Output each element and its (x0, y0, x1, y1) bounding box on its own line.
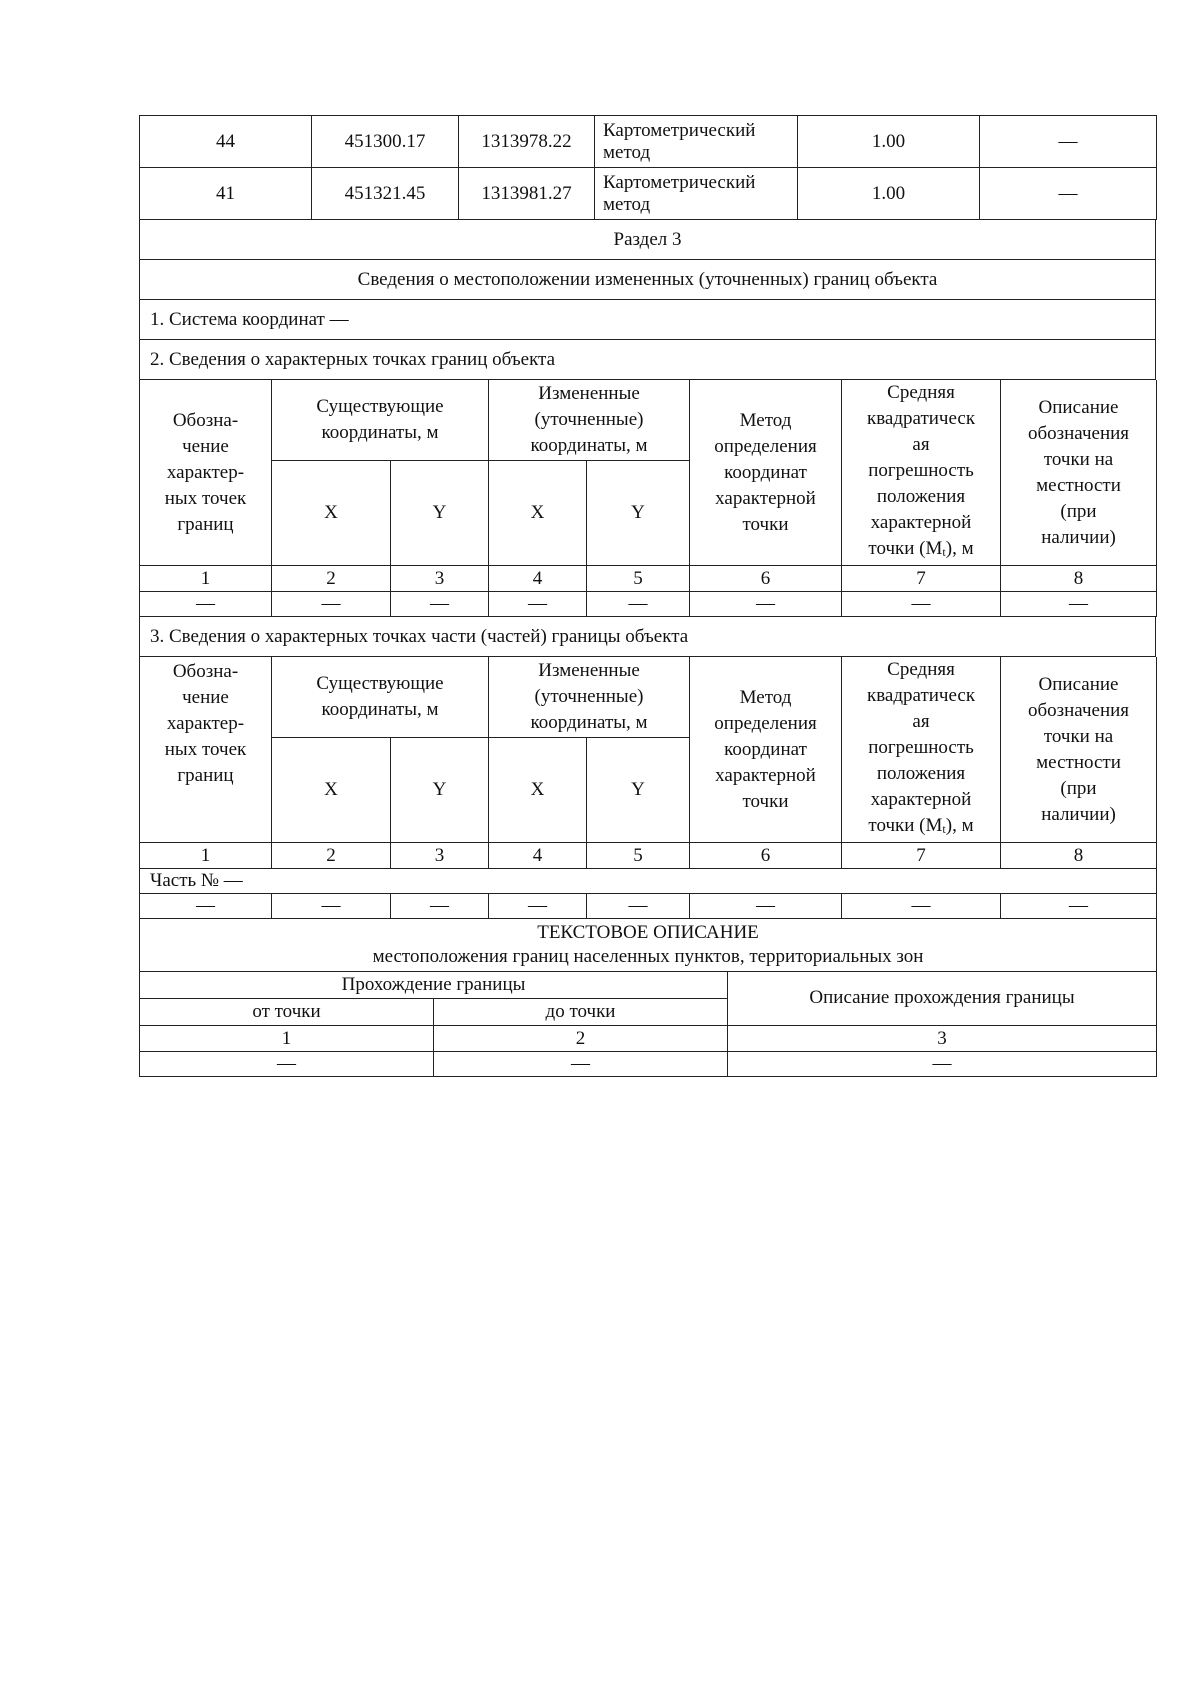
method-line2: метод (603, 193, 651, 215)
header-point-designation: Обозна- чение характер- ных точек границ (140, 380, 272, 566)
text-description-heading: ТЕКСТОВОЕ ОПИСАНИЕ (537, 921, 759, 943)
coord-y: 1313981.27 (459, 168, 595, 220)
parts-heading-table (139, 617, 1156, 657)
header-x: X (489, 461, 587, 566)
header-description: Описание обозначения точки на местности (при наличии) (1001, 657, 1157, 843)
table-row: — — — (140, 1051, 1157, 1076)
passage-header: Прохождение границы (140, 971, 728, 998)
to-point-header: до точки (434, 998, 728, 1025)
table-row (140, 168, 1157, 220)
header-x: X (272, 738, 391, 843)
part-label: Часть № — (140, 869, 1157, 894)
header-method: Метод определения координат характерной точки (690, 380, 842, 566)
header-accuracy: Средняя квадратическ ая погрешность положения характерной точки $(M_t)$, м (842, 380, 1001, 566)
header-y: Y (587, 461, 690, 566)
table-row: — — — — — — — — (140, 592, 1157, 617)
passage-description-header: Описание прохождения границы (728, 971, 1157, 1025)
coord-y: 1313978.22 (459, 116, 595, 168)
header-x: X (489, 738, 587, 843)
header-y: Y (391, 461, 489, 566)
section-subtitle: Сведения о местоположении измененных (уточненных) границ объекта (140, 260, 1156, 300)
method-line2: метод (603, 141, 651, 163)
section-header-table (139, 220, 1156, 380)
point-id: 41 (140, 168, 312, 220)
header-existing-coords: Существующие координаты, м (272, 657, 489, 738)
document-page (139, 115, 1156, 1077)
column-numbers-row: 1 2 3 4 5 6 7 8 (140, 843, 1157, 869)
parts-heading: 3. Сведения о характерных точках части (частей) границы объекта (140, 617, 1156, 657)
table-row (140, 116, 1157, 168)
point-id: 44 (140, 116, 312, 168)
header-y: Y (587, 738, 690, 843)
points-heading: 2. Сведения о характерных точках границ объекта (140, 340, 1156, 380)
column-numbers-row: 1 2 3 (140, 1025, 1157, 1051)
section-title: Раздел 3 (140, 220, 1156, 260)
text-description-table (139, 919, 1157, 1077)
boundary-parts-table (139, 657, 1157, 919)
text-description-title (140, 919, 1157, 971)
header-point-designation: Обозна- чение характер- ных точек границ (140, 657, 272, 843)
method-line1: Картометрический (603, 119, 756, 141)
accuracy: 1.00 (798, 168, 980, 220)
column-numbers-row: 1 2 3 4 5 6 7 8 (140, 566, 1157, 592)
header-accuracy: Средняя квадратическ ая погрешность положения характерной точки $(M_t)$, м (842, 657, 1001, 843)
header-method: Метод определения координат характерной точки (690, 657, 842, 843)
from-point-header: от точки (140, 998, 434, 1025)
coord-system: 1. Система координат — (140, 300, 1156, 340)
method-cell (595, 116, 798, 168)
method-line1: Картометрический (603, 171, 756, 193)
points-continuation-table (139, 115, 1157, 220)
coord-x: 451321.45 (312, 168, 459, 220)
header-y: Y (391, 738, 489, 843)
coord-x: 451300.17 (312, 116, 459, 168)
header-changed-coords: Измененные (уточненные) координаты, м (489, 380, 690, 461)
boundary-points-table (139, 380, 1157, 617)
header-existing-coords: Существующие координаты, м (272, 380, 489, 461)
header-changed-coords: Измененные (уточненные) координаты, м (489, 657, 690, 738)
text-description-subtitle: местоположения границ населенных пунктов, территориальных зон (372, 945, 924, 967)
method-cell (595, 168, 798, 220)
header-description: Описание обозначения точки на местности (при наличии) (1001, 380, 1157, 566)
description: — (980, 116, 1157, 168)
accuracy: 1.00 (798, 116, 980, 168)
description: — (980, 168, 1157, 220)
header-x: X (272, 461, 391, 566)
table-row: — — — — — — — — (140, 894, 1157, 919)
